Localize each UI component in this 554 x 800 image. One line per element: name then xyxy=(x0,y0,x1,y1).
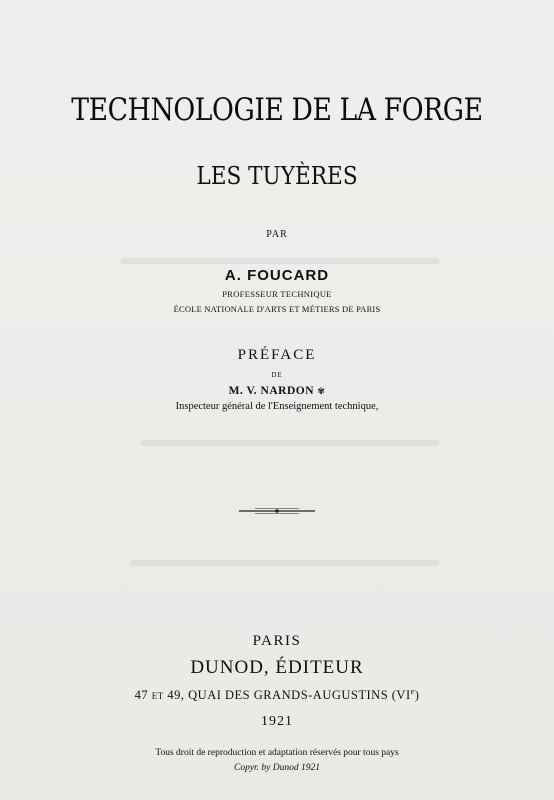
author-institution: ÉCOLE NATIONALE D'ARTS ET MÉTIERS DE PARIS xyxy=(173,304,381,314)
ornament-icon xyxy=(0,504,554,522)
author-name: A. FOUCARD xyxy=(224,267,330,284)
imprint-publisher: DUNOD, ÉDITEUR xyxy=(190,657,364,678)
bleed-through-text xyxy=(120,258,440,264)
bleed-through-text xyxy=(140,440,440,446)
address-superscript: e xyxy=(410,687,415,696)
bleed-through-text xyxy=(130,560,440,566)
rights-notice: Tous droit de reproduction et adaptation réservés pour tous pays xyxy=(155,748,399,758)
book-title: TECHNOLOGIE DE LA FORGE xyxy=(71,92,483,128)
by-label: PAR xyxy=(266,229,288,240)
copyright-notice: Copyr. by Dunod 1921 xyxy=(233,763,321,773)
address-close: ) xyxy=(414,688,420,703)
preface-by-label: DE xyxy=(271,371,283,379)
address-connector: ET xyxy=(151,691,164,702)
preface-heading: PRÉFACE xyxy=(237,347,317,363)
imprint-city: PARIS xyxy=(252,633,302,649)
prefacer-role: Inspecteur général de l'Enseignement technique, xyxy=(175,401,379,412)
double-rule-ornament-icon xyxy=(237,505,317,517)
book-subtitle: LES TUYÈRES xyxy=(196,162,358,190)
imprint-year: 1921 xyxy=(261,714,293,729)
imprint-address xyxy=(0,687,554,703)
author-role: PROFESSEUR TECHNIQUE xyxy=(222,289,332,299)
address-street: 49, QUAI DES GRANDS-AUGUSTINS (VI xyxy=(167,688,411,703)
address-number-a: 47 xyxy=(134,688,149,703)
prefacer-name: M. V. NARDON xyxy=(228,385,315,397)
prefacer-line xyxy=(0,385,554,397)
decoration-icon: ✾ xyxy=(317,386,326,396)
